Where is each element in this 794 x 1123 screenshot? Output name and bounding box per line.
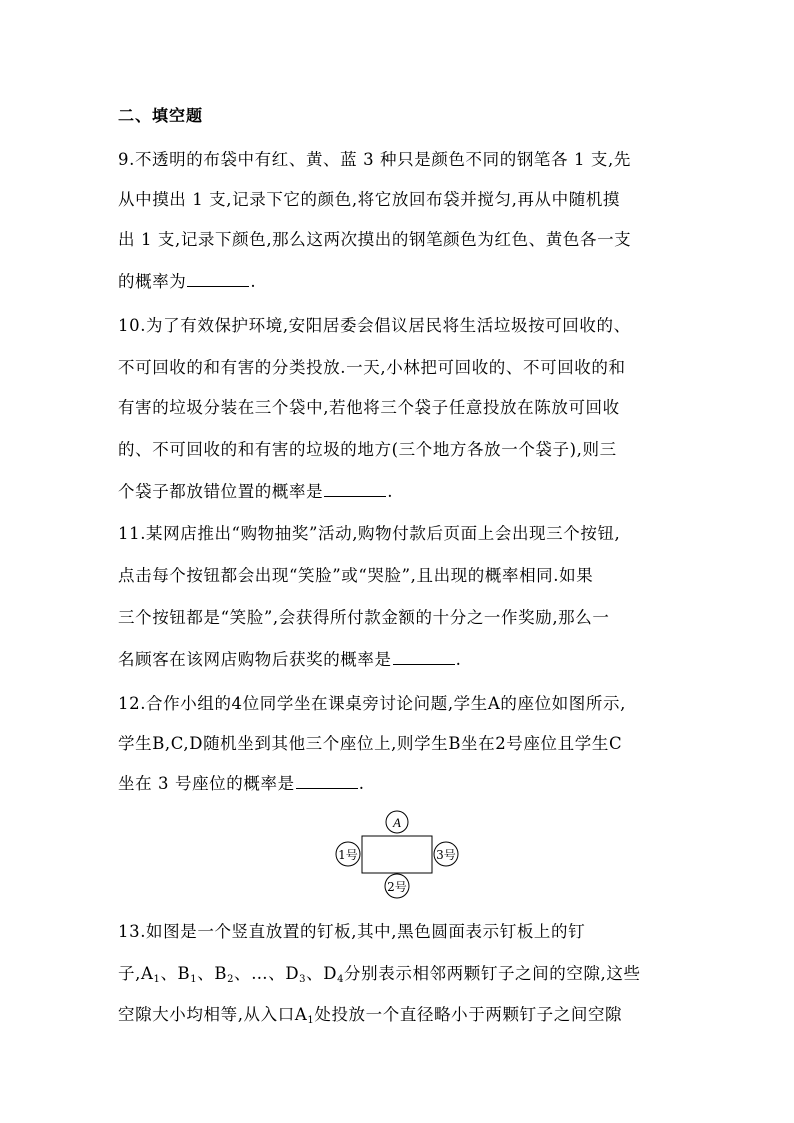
seat-1-label: 1号	[338, 848, 358, 862]
q12-answer-blank[interactable]	[296, 774, 358, 789]
q11-answer-blank[interactable]	[393, 650, 455, 665]
desk-rectangle	[362, 836, 432, 873]
q13-line-2-sub-d: 3	[299, 974, 307, 985]
q10-answer-blank[interactable]	[324, 482, 386, 497]
q9-line-1: 9.不透明的布袋中有红、黄、蓝 3 种只是颜色不同的钢笔各 1 支,先	[118, 150, 631, 169]
q11-line-4-end: .	[455, 650, 462, 669]
q12-line-3-end: .	[358, 774, 365, 793]
q10-line-3: 有害的垃圾分装在三个袋中,若他将三个袋子任意投放在陈放可回收	[118, 398, 620, 417]
q13-line-3-part-a: 空隙大小均相等,从入口A	[118, 1005, 308, 1024]
q12-line-1: 12.合作小组的4位同学坐在课桌旁讨论问题,学生A的座位如图所示,	[118, 694, 626, 713]
q13-line-2-sub-c: 2	[227, 974, 235, 985]
q9-line-3: 出 1 支,记录下颜色,那么这两次摸出的钢笔颜色为红色、黄色各一支	[118, 230, 632, 249]
q13-line-2	[118, 964, 641, 990]
q10-line-5	[118, 482, 393, 502]
q12-line-2: 学生B,C,D随机坐到其他三个座位上,则学生B坐在2号座位且学生C	[118, 734, 623, 753]
q13-line-2-sub-a: 1	[153, 974, 161, 985]
q13-line-2-part-a: 子,A	[118, 964, 154, 983]
q11-line-2: 点击每个按钮都会出现“笑脸”或“哭脸”,且出现的概率相同.如果	[118, 566, 594, 585]
q13-line-2-part-d: 、…、D	[234, 964, 300, 983]
q13-line-2-part-f: 分别表示相邻两颗钉子之间的空隙,这些	[344, 964, 641, 983]
q10-line-2: 不可回收的和有害的分类投放.一天,小林把可回收的、不可回收的和	[118, 358, 626, 377]
seating-diagram	[330, 806, 470, 902]
q9-line-4-text: 的概率为	[118, 272, 187, 291]
q13-line-2-part-c: 、B	[197, 964, 228, 983]
q10-line-5-text: 个袋子都放错位置的概率是	[118, 482, 324, 501]
seat-2-label: 2号	[387, 880, 407, 894]
q13-line-2-sub-b: 1	[190, 974, 198, 985]
q9-line-2: 从中摸出 1 支,记录下它的颜色,将它放回布袋并搅匀,再从中随机摸	[118, 190, 621, 209]
q9-line-4	[118, 272, 256, 292]
q13-line-2-part-b: 、B	[160, 964, 191, 983]
q12-line-3-text: 坐在 3 号座位的概率是	[118, 774, 295, 793]
q13-line-2-sub-e: 4	[337, 974, 345, 985]
q12-line-3	[118, 774, 365, 794]
q13-line-1: 13.如图是一个竖直放置的钉板,其中,黑色圆面表示钉板上的钉	[118, 922, 586, 941]
seat-a-label: A	[393, 815, 401, 830]
section-heading: 二、填空题	[118, 106, 204, 125]
q11-line-4-text: 名顾客在该网店购物后获奖的概率是	[118, 650, 392, 669]
q9-answer-blank[interactable]	[187, 272, 249, 287]
q13-line-3-part-b: 处投放一个直径略小于两颗钉子之间空隙	[314, 1005, 623, 1024]
q10-line-1: 10.为了有效保护环境,安阳居委会倡议居民将生活垃圾按可回收的、	[118, 316, 631, 335]
q10-line-5-end: .	[387, 482, 394, 501]
q11-line-1: 11.某网店推出“购物抽奖”活动,购物付款后页面上会出现三个按钮,	[118, 524, 621, 543]
seat-3-label: 3号	[436, 848, 456, 862]
q11-line-3: 三个按钮都是“笑脸”,会获得所付款金额的十分之一作奖励,那么一	[118, 608, 610, 627]
q13-line-3	[118, 1005, 622, 1031]
q9-line-4-end: .	[250, 272, 257, 291]
q13-line-3-sub-a: 1	[307, 1015, 315, 1026]
q13-line-2-part-e: 、D	[306, 964, 338, 983]
q10-line-4: 的、不可回收的和有害的垃圾的地方(三个地方各放一个袋子),则三	[118, 440, 617, 459]
q11-line-4	[118, 650, 461, 670]
